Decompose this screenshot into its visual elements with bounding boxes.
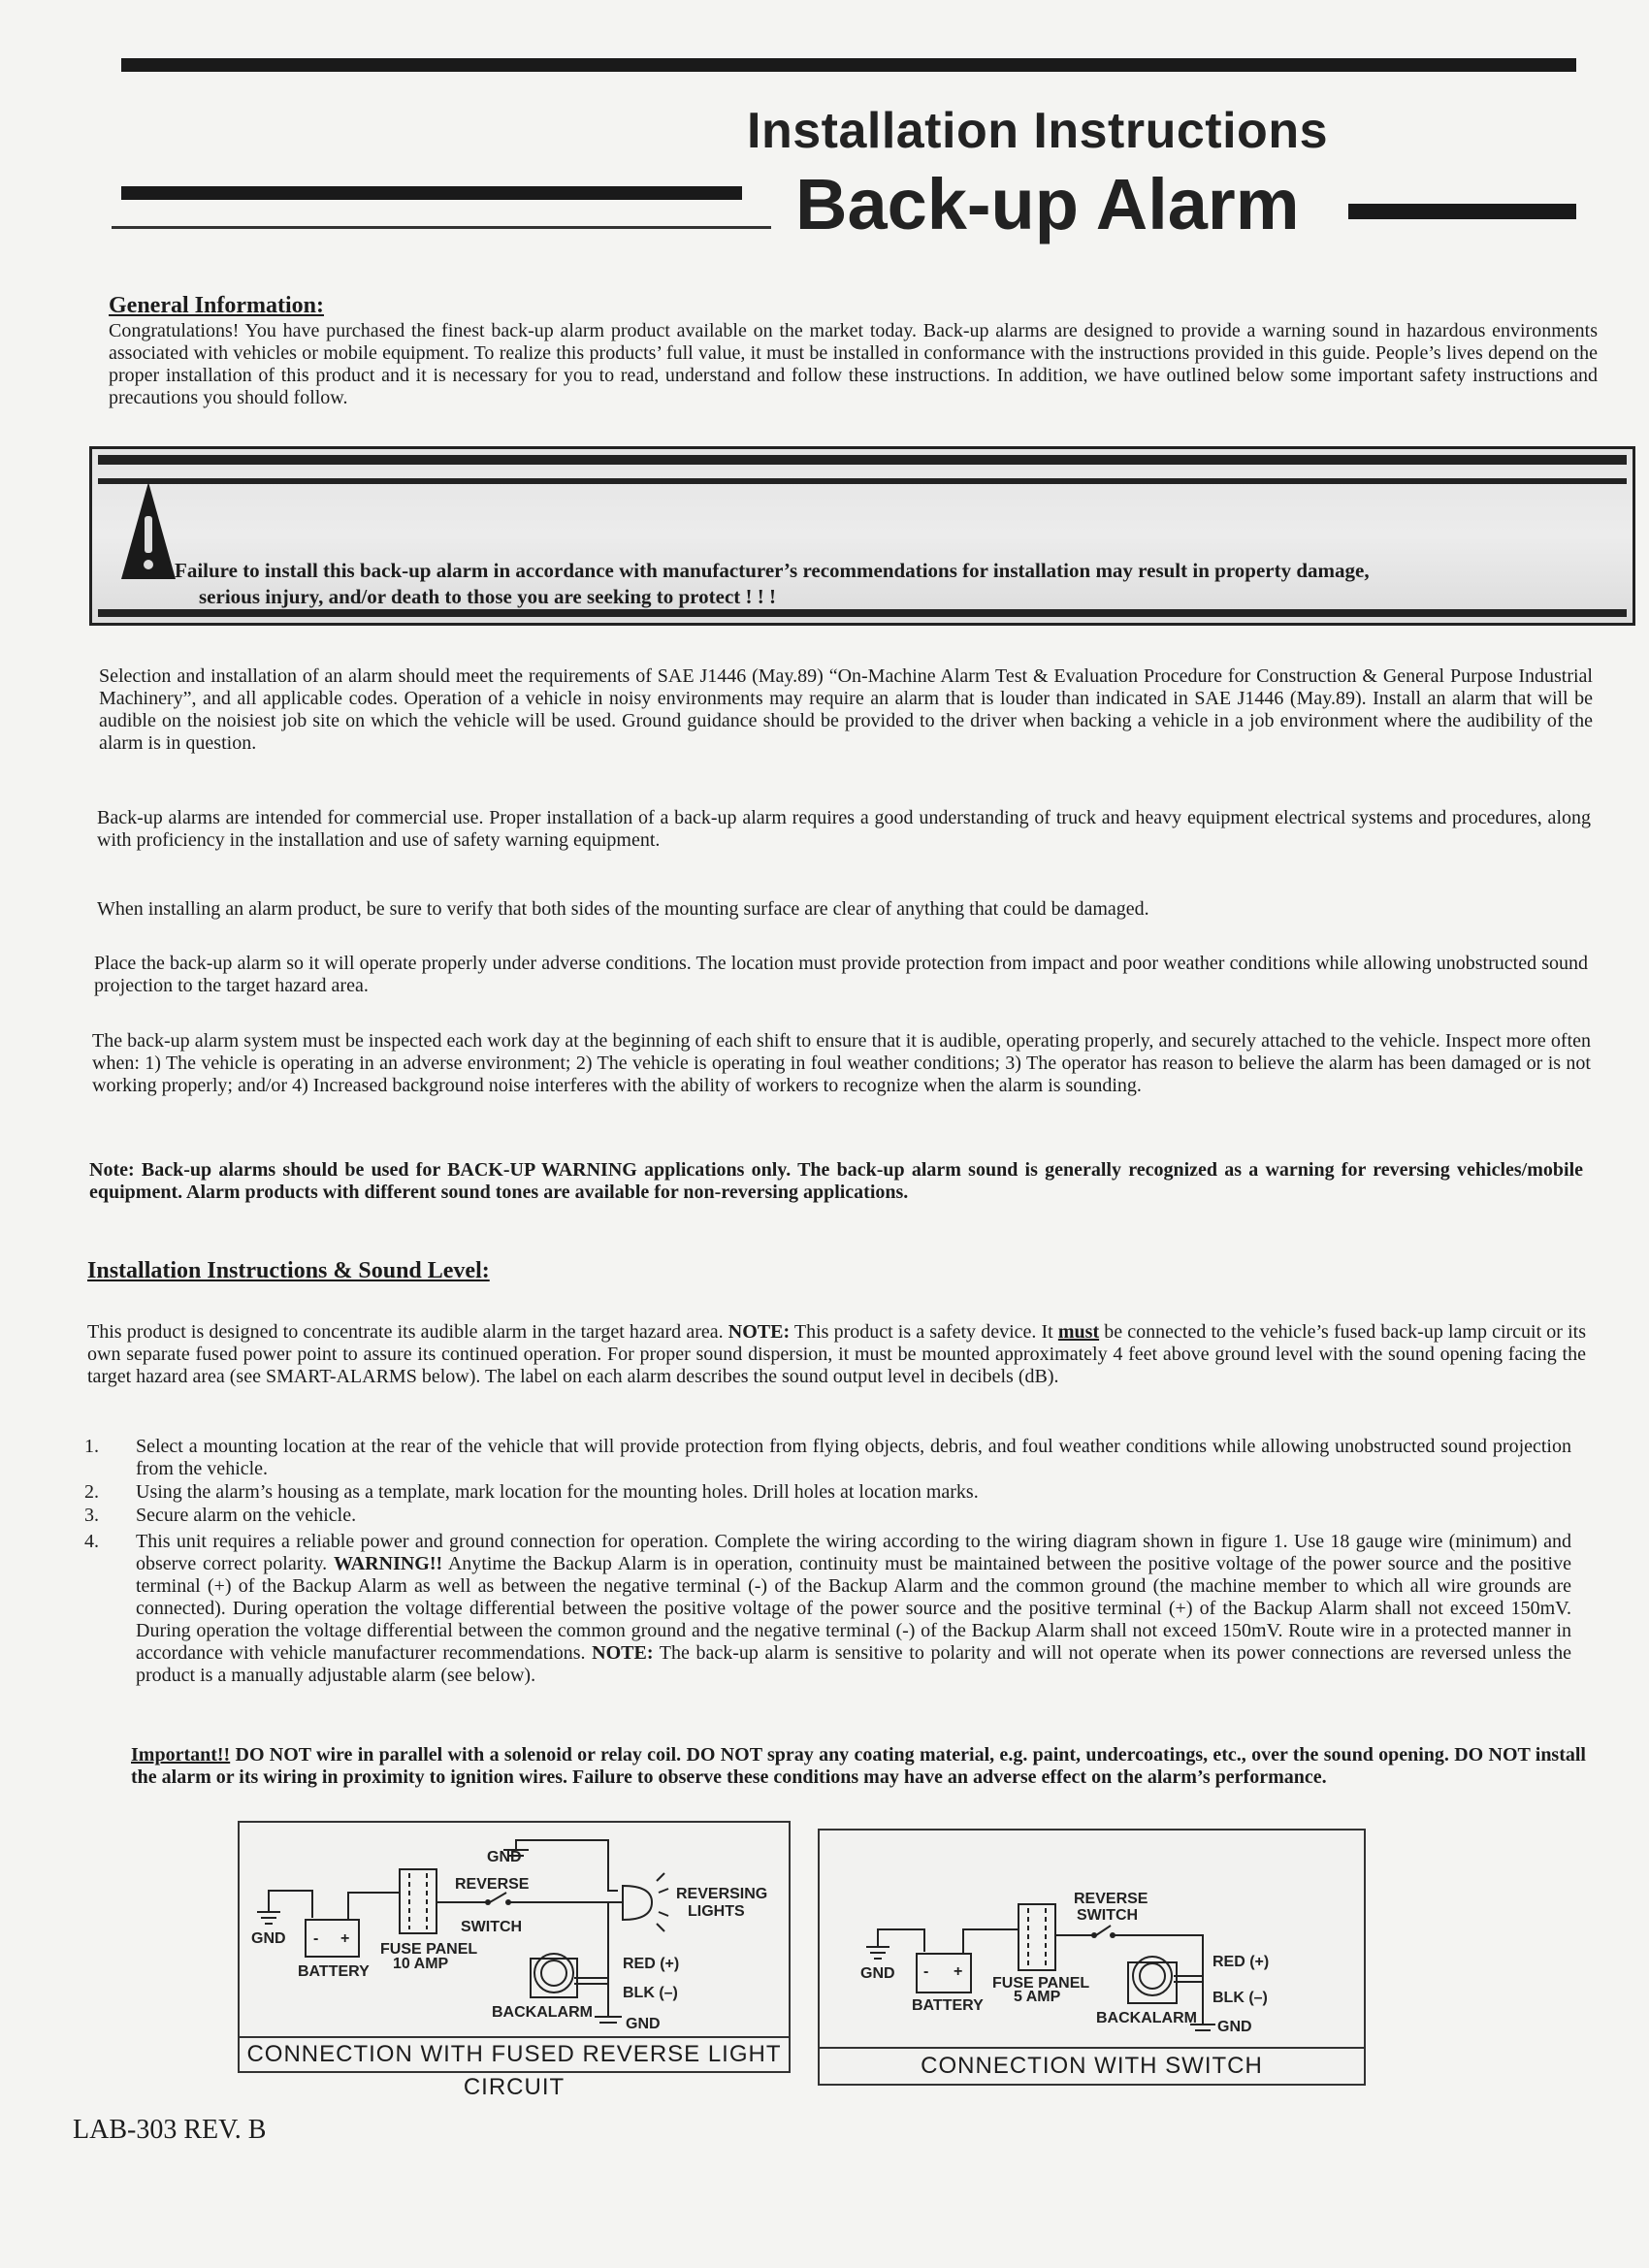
intro-text-c: be connected to the vehicle’s fused back-up lamp circuit or its own separate fused power point to assure its continued operation. For proper sound dispersion, it must be mounted approximately 4 feet above ground level with the sound opening facing the target hazard area (see SMART-ALARMS below). The label on each alarm describes the sound output level in decibels (dB). [87, 1321, 1587, 1387]
installation-steps [53, 1436, 1571, 1688]
diagram2-battery-minus: - [923, 1963, 929, 1980]
diagram1-reverse-label: REVERSE [455, 1876, 530, 1893]
diagram2-battery-plus: + [954, 1963, 963, 1980]
diagram2-battery-label: BATTERY [912, 1997, 984, 2014]
installation-intro [87, 1321, 1586, 1388]
diagram2-fuse-panel-label: FUSE PANEL [992, 1975, 1090, 1992]
step-text-b: Anytime the Backup Alarm is in operation, continuity must be maintained between the positive voltage of the power source and the positive terminal (+) of the Backup Alarm as well as between the negative terminal (-) of the Backup Alarm and the common ground (the machine member to which all wire grounds are connected). During operation the voltage differential between the positive voltage of the power source and the positive terminal (+) of the Backup Alarm shall not exceed 150mV. During operation the voltage differential between the common ground and the negative terminal (-) of the Backup Alarm shall not exceed 150mV. Route wire in a protected manner in accordance with vehicle manufacturer recommendations. [136, 1553, 1571, 1664]
step-text: Secure alarm on the vehicle. [136, 1505, 357, 1526]
diagram1-battery-label: BATTERY [298, 1963, 370, 1980]
diagram1-gnd-top-label: GND [487, 1849, 522, 1865]
diagram1-battery-plus: + [340, 1930, 350, 1947]
step-number: 1. [84, 1436, 99, 1457]
general-heading: General Information: [109, 293, 324, 318]
intro-note-label: NOTE: [728, 1321, 791, 1343]
wiring-schematic-1 [240, 1823, 789, 2036]
diagram2-gnd-left-label: GND [860, 1965, 895, 1982]
important-paragraph [131, 1744, 1586, 1789]
header-left-bar [121, 186, 742, 200]
warning-text [175, 558, 1610, 610]
step-number: 3. [84, 1505, 99, 1526]
diagram1-reversing-label: REVERSING [676, 1886, 768, 1902]
warning-line-2: serious injury, and/or death to those you are seeking to protect ! ! ! [199, 585, 776, 608]
verify-paragraph: When installing an alarm product, be sure to verify that both sides of the mounting surface are clear of anything that could be damaged. [97, 898, 1149, 920]
wiring-diagram-fused-reverse-light [238, 1821, 791, 2100]
diagram1-gnd-left-label: GND [251, 1930, 286, 1947]
diagram2-reverse-label: REVERSE [1074, 1891, 1148, 1907]
wiring-diagram-switch [818, 1829, 1366, 2086]
commercial-use-paragraph: Back-up alarms are intended for commercial use. Proper installation of a back-up alarm requires a good understanding of truck and heavy equipment electrical systems and procedures, along with proficiency in the installation and use of safety warning equipment. [97, 807, 1591, 851]
installation-heading: Installation Instructions & Sound Level: [87, 1258, 490, 1283]
step-item [53, 1436, 1571, 1480]
diagram1-battery-minus: - [313, 1930, 319, 1947]
diagram1-blk-label: BLK (–) [623, 1985, 678, 2001]
step-text: Using the alarm’s housing as a template, mark location for the mounting holes. Drill holes at location marks. [136, 1481, 979, 1503]
selection-paragraph: Selection and installation of an alarm should meet the requirements of SAE J1446 (May.89) “On-Machine Alarm Test & Evaluation Procedure for Construction & General Purpose Industrial Machinery”, and all applicable codes. Operation of a vehicle in noisy environments may require an alarm that is louder than indicated in SAE J1446 (May.89). Install an alarm that will be audible on the noisiest job site on which the vehicle will be used. Ground guidance should be provided to the driver when backing a vehicle in a job environment where the audibility of the alarm is in question. [99, 665, 1593, 754]
diagram1-caption: CONNECTION WITH FUSED REVERSE LIGHT CIRCUIT [240, 2036, 789, 2071]
important-text: DO NOT wire in parallel with a solenoid or relay coil. DO NOT spray any coating material, e.g. paint, undercoatings, etc., over the sound opening. DO NOT install the alarm or its wiring in proximity to ignition wires. Failure to observe these conditions may have an adverse effect on the alarm’s performance. [131, 1744, 1586, 1788]
step-item [53, 1505, 1571, 1527]
step-item [53, 1531, 1571, 1687]
diagram2-gnd-right-label: GND [1217, 2019, 1252, 2035]
warning-box-top-rule-2 [98, 478, 1627, 484]
diagram1-switch-label: SWITCH [461, 1919, 523, 1935]
diagram2-caption: CONNECTION WITH SWITCH [820, 2047, 1364, 2084]
intro-text-b: This product is a safety device. It [790, 1321, 1058, 1343]
placement-paragraph: Place the back-up alarm so it will operate properly under adverse conditions. The location must provide protection from impact and poor weather conditions while allowing unobstructed sound projection to the target hazard area. [94, 953, 1588, 996]
step-text: Select a mounting location at the rear of the vehicle that will provide protection from flying objects, debris, and foul weather conditions while allowing unobstructed sound projection from the vehicle. [136, 1436, 1571, 1479]
step-note-label: NOTE: [592, 1642, 654, 1664]
diagram1-backalarm-label: BACKALARM [492, 2004, 593, 2021]
important-label: Important!! [131, 1744, 231, 1766]
diagram2-amp-label: 5 AMP [1014, 1989, 1061, 2005]
warning-box-bottom-rule [98, 609, 1627, 617]
page-title: Installation Instructions [747, 103, 1328, 159]
step-text-a: This unit requires a reliable power and ground connection for operation. Complete the wiring according to the wiring diagram shown in figure 1. Use 18 gauge wire (minimum) and observe correct polarity. [136, 1531, 1571, 1574]
inspection-paragraph: The back-up alarm system must be inspected each work day at the beginning of each shift to ensure that it is audible, operating properly, and securely attached to the vehicle. Inspect more often when: 1) The vehicle is operating in an adverse environment; 2) The vehicle is operating in foul weather conditions; 3) The operator has reason to believe the alarm has been damaged or is not working properly; and/or 4) Increased background noise interferes with the ability of workers to recognize when the alarm is sounding. [92, 1030, 1591, 1096]
header-top-bar [121, 58, 1576, 72]
diagram1-fuse-panel-label: FUSE PANEL [380, 1941, 478, 1958]
page-subtitle: Back-up Alarm [795, 164, 1300, 244]
intro-must: must [1057, 1321, 1100, 1343]
step-number: 2. [84, 1481, 99, 1503]
diagram2-red-label: RED (+) [1212, 1954, 1270, 1970]
wiring-schematic-2 [820, 1831, 1364, 2049]
header-rule [112, 226, 771, 229]
diagram2-switch-label: SWITCH [1077, 1907, 1139, 1924]
document-id: LAB-303 REV. B [73, 2115, 267, 2145]
warning-line-1: Failure to install this back-up alarm in accordance with manufacturer’s recommendations for installation may result in property damage, [175, 559, 1370, 582]
step-item [53, 1481, 1571, 1504]
step-warning-label: WARNING!! [333, 1553, 443, 1574]
diagram1-gnd-right-label: GND [626, 2016, 661, 2032]
intro-text-a: This product is designed to concentrate its audible alarm in the target hazard area. [87, 1321, 728, 1343]
warning-triangle-icon [121, 482, 176, 579]
diagram1-lights-label: LIGHTS [688, 1903, 745, 1920]
diagram1-amp-label: 10 AMP [393, 1956, 449, 1972]
header-right-bar [1348, 204, 1576, 219]
note-paragraph: Note: Back-up alarms should be used for BACK-UP WARNING applications only. The back-up alarm sound is generally recognized as a warning for reversing vehicles/mobile equipment. Alarm products with different sound tones are available for non-reversing applications. [89, 1159, 1583, 1203]
general-paragraph: Congratulations! You have purchased the finest back-up alarm product available on the market today. Back-up alarms are designed to provide a warning sound in hazardous environments associated with vehicles or mobile equipment. To realize this products’ full value, it must be installed in conformance with the instructions provided in this guide. People’s lives depend on the proper installation of this product and it is necessary for you to read, understand and follow these instructions. In addition, we have outlined below some important safety instructions and precautions you should follow. [109, 320, 1598, 408]
warning-box-top-rule [98, 455, 1627, 465]
diagram2-backalarm-label: BACKALARM [1096, 2010, 1197, 2026]
step-text-c: The back-up alarm is sensitive to polarity and will not operate when its power connections are reversed unless the product is a manually adjustable alarm (see below). [136, 1642, 1571, 1686]
diagram1-red-label: RED (+) [623, 1956, 680, 1972]
step-number: 4. [84, 1531, 99, 1552]
diagram2-blk-label: BLK (–) [1212, 1990, 1268, 2006]
